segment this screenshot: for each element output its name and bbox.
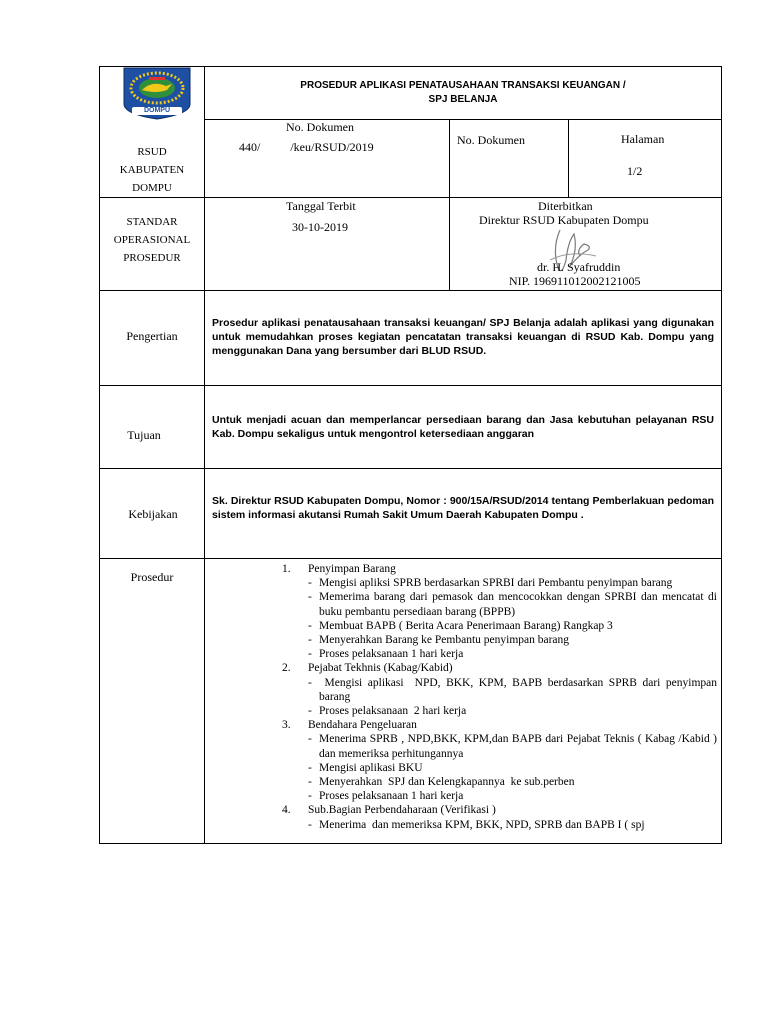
tanggal-terbit-value: 30-10-2019 [292, 220, 348, 234]
institution-line-2: KABUPATEN [119, 164, 185, 176]
institution-line-3: DOMPU [132, 182, 172, 194]
prosedur-list [282, 562, 718, 832]
tujuan-label: Tujuan [127, 428, 161, 442]
diterbitkan-label: Diterbitkan [538, 199, 593, 213]
prosedur-item-number: 4. [282, 804, 291, 817]
kebijakan-text: Sk. Direktur RSUD Kabupaten Dompu, Nomor : 900/15A/RSUD/2014 tentang Pemberlakuan pedoman sistem informasi akutansi Rumah Sakit Umum Daerah Kabupaten Dompu . [212, 495, 714, 521]
prosedur-item [282, 562, 718, 576]
diterbitkan-by: Direktur RSUD Kabupaten Dompu [479, 213, 649, 227]
prosedur-item-title: Sub.Bagian Perbendaharaan (Verifikasi ) [308, 804, 496, 817]
tujuan-text: Untuk menjadi acuan dan memperlancar persediaan barang dan Jasa kebutuhan pelayanan RSU Kab. Dompu sekaligus untuk mengontrol ketersediaan anggaran [212, 414, 714, 440]
signer-nip: NIP. 196911012002121005 [509, 274, 641, 288]
logo-text: DOMPU [143, 107, 171, 114]
halaman-label: Halaman [621, 132, 665, 146]
prosedur-item-title: Penyimpan Barang [308, 563, 396, 575]
prosedur-item-number: 1. [282, 563, 291, 575]
list-item: - Proses pelaksanaan 1 hari kerja [308, 790, 464, 803]
list-item: - Menyerahkan SPJ dan Kelengkapannya ke sub.perben [308, 776, 575, 789]
list-item: - Mengisi aplikasi NPD, BKK, KPM, BAPB berdasarkan SPRB dari penyimpan barang [308, 676, 720, 703]
kebijakan-label: Kebijakan [128, 507, 178, 521]
list-item: - Menerima dan memeriksa KPM, BKK, NPD, SPRB dan BAPB I ( spj [308, 818, 645, 831]
list-item: - Memerima barang dari pemasok dan mencocokkan dengan SPRBI dan mencatat di buku pembantu persediaan barang (BPPB) [308, 591, 717, 618]
list-item: - Membuat BAPB ( Berita Acara Penerimaan Barang) Rangkap 3 [308, 619, 613, 632]
prosedur-item [282, 803, 718, 817]
list-item: - Proses pelaksanaan 1 hari kerja [308, 648, 464, 661]
no-dokumen-value: 440/ /keu/RSUD/2019 [239, 140, 374, 154]
prosedur-label: Prosedur [130, 570, 174, 584]
document-title-line-2: SPJ BELANJA [428, 94, 498, 105]
list-item: - Proses pelaksanaan 2 hari kerja [308, 705, 467, 718]
prosedur-item-number: 3. [282, 719, 291, 732]
sop-label-line-1: STANDAR [126, 216, 178, 228]
document-title-line-1: PROSEDUR APLIKASI PENATAUSAHAAN TRANSAKSI KEUANGAN / [300, 80, 626, 91]
prosedur-item-title: Pejabat Tekhnis (Kabag/Kabid) [308, 662, 453, 675]
sop-label-line-3: PROSEDUR [123, 252, 181, 264]
pengertian-text: Prosedur aplikasi penatausahaan transaksi keuangan/ SPJ Belanja adalah aplikasi yang digunakan untuk memudahkan proses kegiatan pencatatan transaksi keuangan di RSUD Kab. Dompu yang menggunakan Dana yang bersumber dari BLUD RSUD. [212, 317, 714, 357]
list-item: - Menerima SPRB , NPD,BKK, KPM,dan BAPB dari Pejabat Teknis ( Kabag /Kabid ) dan memeriksa perhitungannya [308, 733, 717, 760]
no-dokumen-label-2: No. Dokumen [457, 133, 525, 147]
prosedur-item-title: Bendahara Pengeluaran [308, 719, 417, 732]
prosedur-item [282, 661, 718, 675]
prosedur-item [282, 718, 718, 732]
list-item: - Mengisi apliksi SPRB berdasarkan SPRBI dari Pembantu penyimpan barang [308, 577, 673, 590]
institution-line-1: RSUD [137, 146, 167, 158]
halaman-value: 1/2 [627, 164, 643, 178]
no-dokumen-label: No. Dokumen [286, 120, 354, 134]
signer-name: dr. H. Syafruddin [537, 260, 621, 274]
list-item: - Menyerahkan Barang ke Pembantu penyimpan barang [308, 634, 570, 647]
tanggal-terbit-label: Tanggal Terbit [286, 199, 356, 213]
list-item: - Mengisi aplikasi BKU [308, 761, 423, 774]
sop-label-line-2: OPERASIONAL [113, 234, 191, 246]
prosedur-item-number: 2. [282, 662, 291, 675]
pengertian-label: Pengertian [126, 329, 178, 343]
